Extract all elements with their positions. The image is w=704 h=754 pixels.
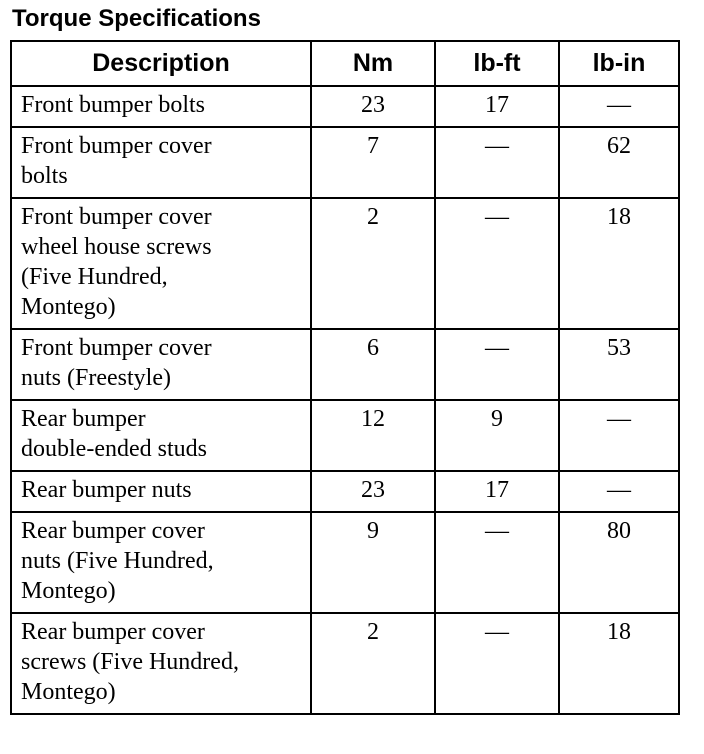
table-row bbox=[11, 198, 679, 329]
description-line: screws (Five Hundred, bbox=[21, 649, 239, 675]
description-cell bbox=[11, 613, 311, 714]
description-line: Rear bumper bbox=[21, 406, 146, 432]
nm-cell: 6 bbox=[311, 329, 435, 400]
lb-ft-cell: 9 bbox=[435, 400, 559, 471]
table-row bbox=[11, 86, 679, 127]
nm-cell: 2 bbox=[311, 198, 435, 329]
table-row bbox=[11, 471, 679, 512]
lb-ft-cell: — bbox=[435, 613, 559, 714]
nm-cell: 2 bbox=[311, 613, 435, 714]
lb-ft-cell: 17 bbox=[435, 86, 559, 127]
nm-cell: 23 bbox=[311, 86, 435, 127]
column-header-lb-in: lb-in bbox=[559, 41, 679, 86]
table-row bbox=[11, 400, 679, 471]
description-cell bbox=[11, 400, 311, 471]
lb-in-cell: — bbox=[559, 400, 679, 471]
description-line: double-ended studs bbox=[21, 436, 207, 462]
lb-in-cell: 80 bbox=[559, 512, 679, 613]
lb-in-cell: 53 bbox=[559, 329, 679, 400]
lb-in-cell: — bbox=[559, 86, 679, 127]
nm-cell: 9 bbox=[311, 512, 435, 613]
nm-cell: 23 bbox=[311, 471, 435, 512]
lb-in-cell: — bbox=[559, 471, 679, 512]
table-row bbox=[11, 613, 679, 714]
lb-ft-cell: — bbox=[435, 329, 559, 400]
description-cell bbox=[11, 512, 311, 613]
table-row bbox=[11, 329, 679, 400]
description-line: Montego) bbox=[21, 578, 116, 604]
lb-ft-cell: — bbox=[435, 512, 559, 613]
description-line: (Five Hundred, bbox=[21, 264, 168, 290]
torque-spec-table bbox=[10, 40, 680, 715]
description-line: nuts (Five Hundred, bbox=[21, 548, 214, 574]
lb-ft-cell: — bbox=[435, 198, 559, 329]
column-header-description: Description bbox=[11, 41, 311, 86]
description-line: Montego) bbox=[21, 679, 116, 705]
description-line: Front bumper cover bbox=[21, 335, 212, 361]
description-line: nuts (Freestyle) bbox=[21, 365, 171, 391]
description-line: Montego) bbox=[21, 294, 116, 320]
description-cell bbox=[11, 329, 311, 400]
description-line: Front bumper cover bbox=[21, 204, 212, 230]
table-row bbox=[11, 512, 679, 613]
column-header-nm: Nm bbox=[311, 41, 435, 86]
page-title: Torque Specifications bbox=[12, 5, 261, 32]
nm-cell: 7 bbox=[311, 127, 435, 198]
table-row bbox=[11, 127, 679, 198]
description-line: wheel house screws bbox=[21, 234, 212, 260]
description-line: bolts bbox=[21, 163, 68, 189]
description-cell bbox=[11, 127, 311, 198]
description-line: Rear bumper cover bbox=[21, 518, 205, 544]
table-header-row bbox=[11, 41, 679, 86]
lb-ft-cell: 17 bbox=[435, 471, 559, 512]
description-line: Rear bumper nuts bbox=[21, 477, 192, 503]
description-line: Front bumper bolts bbox=[21, 92, 205, 118]
description-cell bbox=[11, 471, 311, 512]
description-cell bbox=[11, 198, 311, 329]
lb-in-cell: 62 bbox=[559, 127, 679, 198]
description-line: Front bumper cover bbox=[21, 133, 212, 159]
lb-in-cell: 18 bbox=[559, 198, 679, 329]
lb-in-cell: 18 bbox=[559, 613, 679, 714]
column-header-lb-ft: lb-ft bbox=[435, 41, 559, 86]
description-line: Rear bumper cover bbox=[21, 619, 205, 645]
description-cell bbox=[11, 86, 311, 127]
lb-ft-cell: — bbox=[435, 127, 559, 198]
nm-cell: 12 bbox=[311, 400, 435, 471]
